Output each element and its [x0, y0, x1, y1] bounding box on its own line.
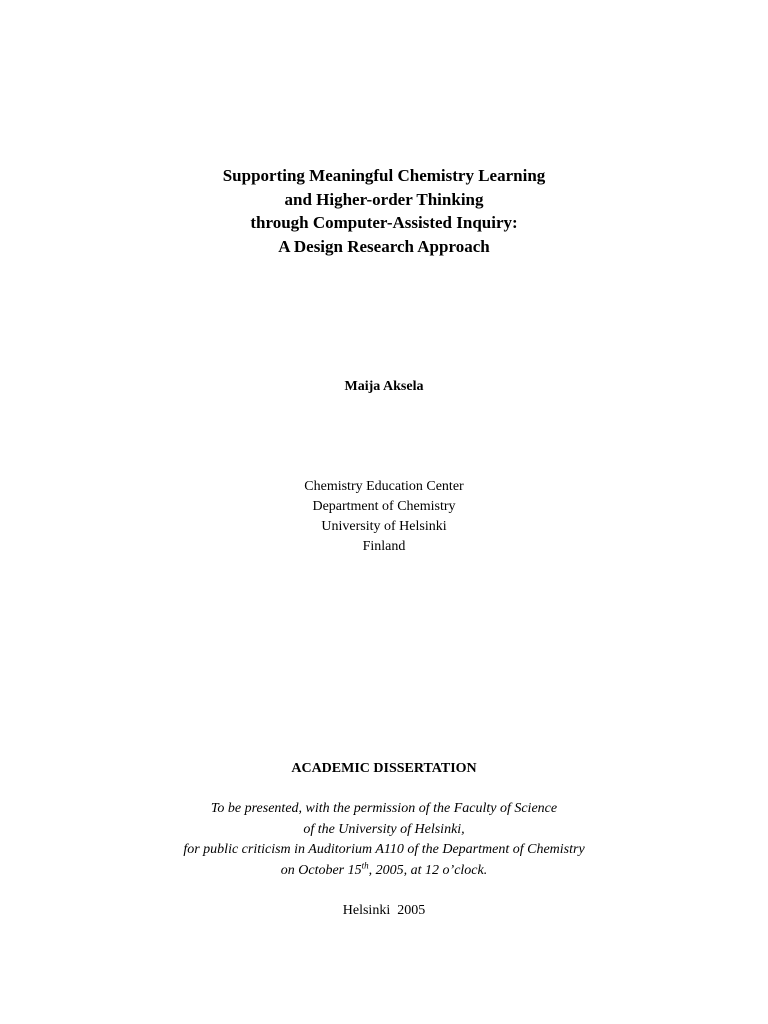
affiliation-university: University of Helsinki [321, 519, 447, 534]
title-line-4: A Design Research Approach [278, 236, 490, 256]
place-year-section [0, 901, 768, 921]
presentation-line-1: To be presented, with the permission of the Faculty of Science [210, 801, 558, 816]
presentation-date-suffix: , 2005, at 12 o’clock. [368, 862, 488, 878]
presentation-line-4 [0, 861, 768, 882]
title-line-2: and Higher-order Thinking [284, 189, 484, 209]
place-year: Helsinki 2005 [342, 903, 426, 918]
presentation-line-2: of the University of Helsinki, [303, 821, 465, 837]
affiliation-center: Chemistry Education Center [304, 479, 464, 494]
author-section [0, 377, 768, 397]
dissertation-label-section [0, 759, 768, 779]
affiliation-department: Department of Chemistry [312, 499, 456, 514]
presentation-statement [0, 799, 768, 881]
presentation-line-3: for public criticism in Auditorium A110 of the Department of Chemistry [183, 842, 585, 857]
author-name: Maija Aksela [344, 379, 424, 394]
dissertation-title [0, 164, 768, 258]
title-line-1: Supporting Meaningful Chemistry Learning [222, 166, 546, 185]
presentation-date-prefix: on October 15 [280, 862, 362, 878]
affiliation-country: Finland [362, 539, 406, 554]
title-line-3: through Computer-Assisted Inquiry: [250, 213, 518, 232]
dissertation-label: ACADEMIC DISSERTATION [291, 761, 477, 776]
presentation-date-ordinal: th [361, 859, 369, 870]
affiliation-section [0, 477, 768, 557]
